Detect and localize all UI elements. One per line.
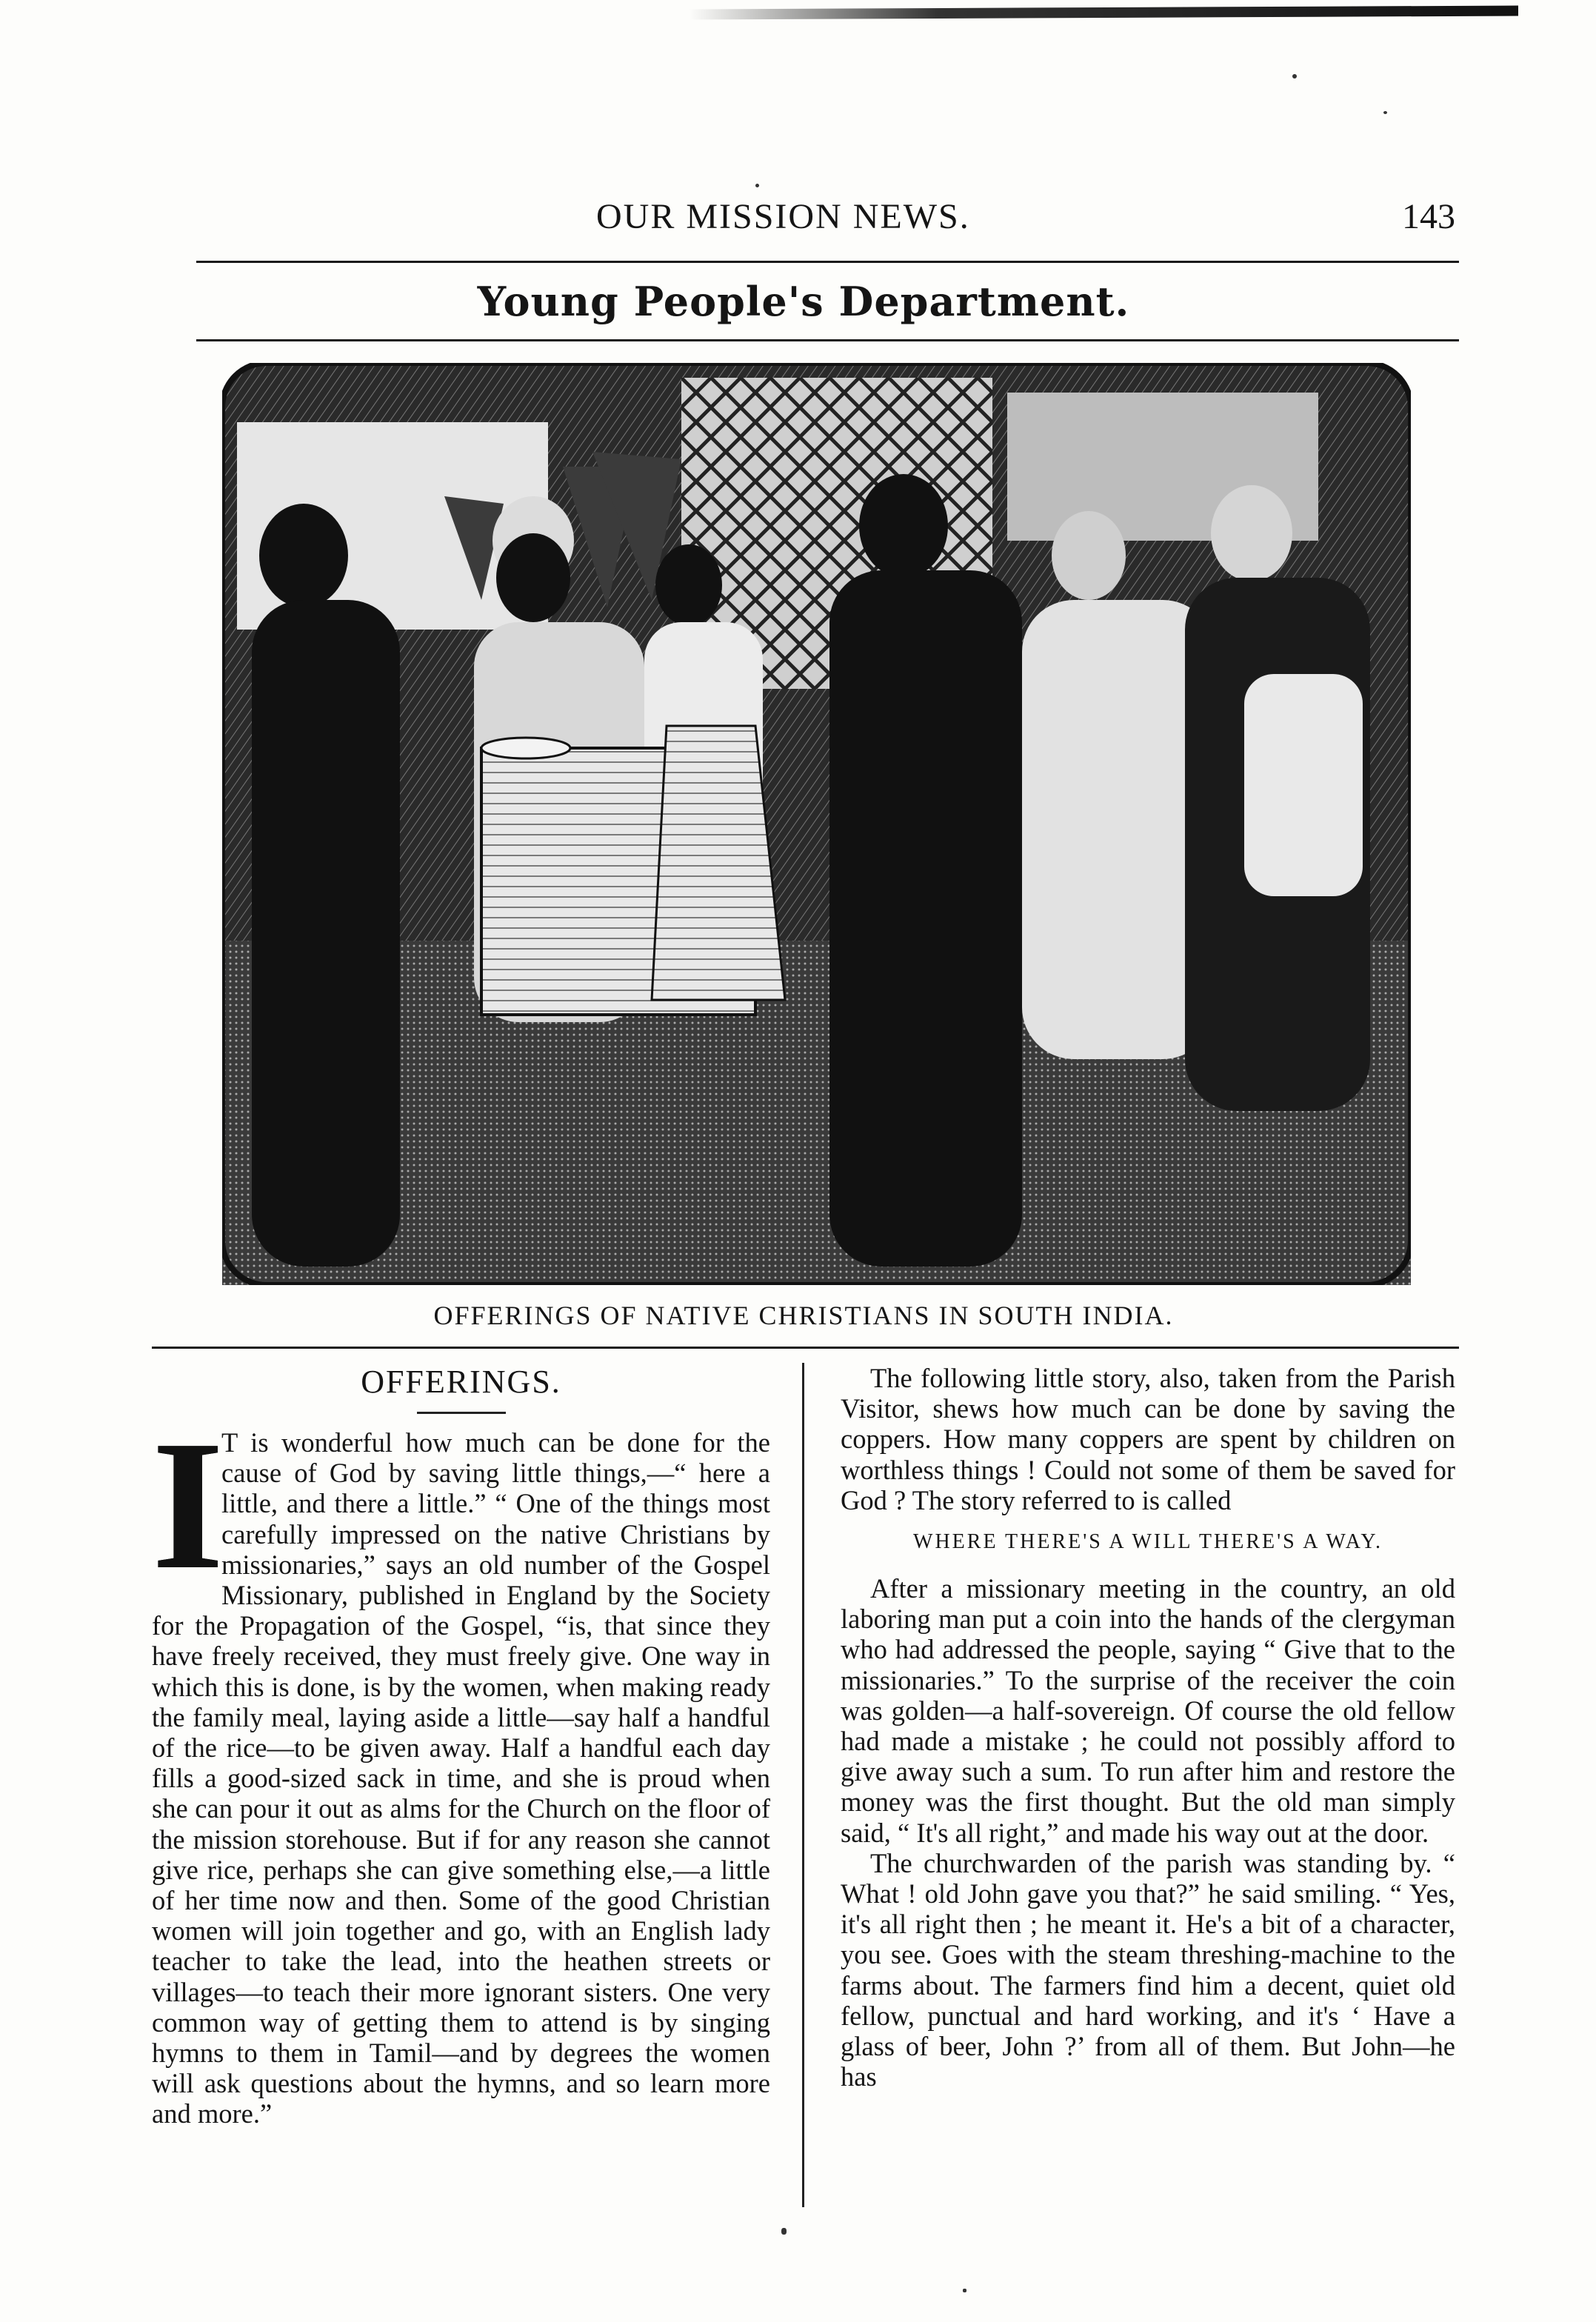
left-column	[152, 1363, 770, 2129]
title-short-rule	[417, 1412, 506, 1414]
department-title: Young People's Department.	[477, 278, 1130, 325]
engraving-illustration	[222, 363, 1411, 1285]
running-head	[152, 196, 1455, 248]
page-number: 143	[1402, 197, 1455, 236]
department-rule	[196, 339, 1459, 341]
article-title: OFFERINGS.	[361, 1364, 561, 1400]
dropcap: I	[152, 1403, 224, 1608]
running-title: OUR MISSION NEWS.	[596, 197, 970, 236]
story-intro: The following little story, also, taken from the Parish Visitor, shews how much can be done by saving the coppers. How many coppers are spent by children on worthless things ! Could not some of them be saved for God ? The story referred to is called	[841, 1363, 1455, 1515]
story-paragraph-2: The churchwarden of the parish was standing by. “ What ! old John gave you that?” he said smiling. “ Yes, it's all right then ; he meant it. He's a bit of a character, you see. Goes with the steam threshing-machine to the farms about. The farmers find him a decent, quiet old fellow, punctual and hard working, and it's ‘ Have a glass of beer, John ?’ from all of them. But John—he has	[841, 1847, 1455, 2092]
scan-edge-artifact	[689, 6, 1518, 20]
offerings-body: T is wonderful how much can be done for the cause of God by saving little things,—“ here a little, and there a little.” “ One of the things most carefully impressed on the native Christians by missionaries,” says an old number of the Gospel Missionary, published in England by the Society for the Propagation of the Gospel, “is, that since they have freely received, they must freely give. One way in which this is done, is by the women, when making ready the family meal, laying aside a little—say half a handful of the rice—to be given away. Half a handful each day fills a good-sized sack in time, and she is proud when she can pour it out as alms for the Church on the floor of the mission storehouse. But if for any reason she cannot give rice, perhaps she can give something else,—a little of her time now and then. Some of the good Christian women will join together and go, with an English lady teacher to take the lead, into the heathen streets or villages—to teach their more ignorant sisters. One very common way of getting them to attend is by singing hymns to them in Tamil—and by degrees the women will ask questions about the hymns, and so learn more and more.”	[152, 1427, 770, 2129]
header-rule	[196, 261, 1459, 263]
caption-rule	[152, 1347, 1459, 1349]
column-divider	[802, 1363, 804, 2207]
scan-speck-bottom	[781, 2228, 787, 2235]
story-paragraph-1: After a missionary meeting in the country, an old laboring man put a coin into the hands of the clergyman who had addressed the people, saying “ Give that to the missionaries.” To the surprise of the receiver the coin was golden—a half-sovereign. Of course the old fellow had made a mistake ; he could not possibly afford to give away such a sum. To run after him and restore the money was the first thought. But the old man simply said, “ It's all right,” and made his way out at the door.	[841, 1573, 1455, 1848]
illustration-caption: OFFERINGS OF NATIVE CHRISTIANS IN SOUTH INDIA.	[433, 1301, 1174, 1330]
story-subhead: WHERE THERE'S A WILL THERE'S A WAY.	[913, 1530, 1383, 1554]
scan-speck-bottom-2	[963, 2289, 966, 2292]
right-column	[841, 1363, 1455, 2092]
